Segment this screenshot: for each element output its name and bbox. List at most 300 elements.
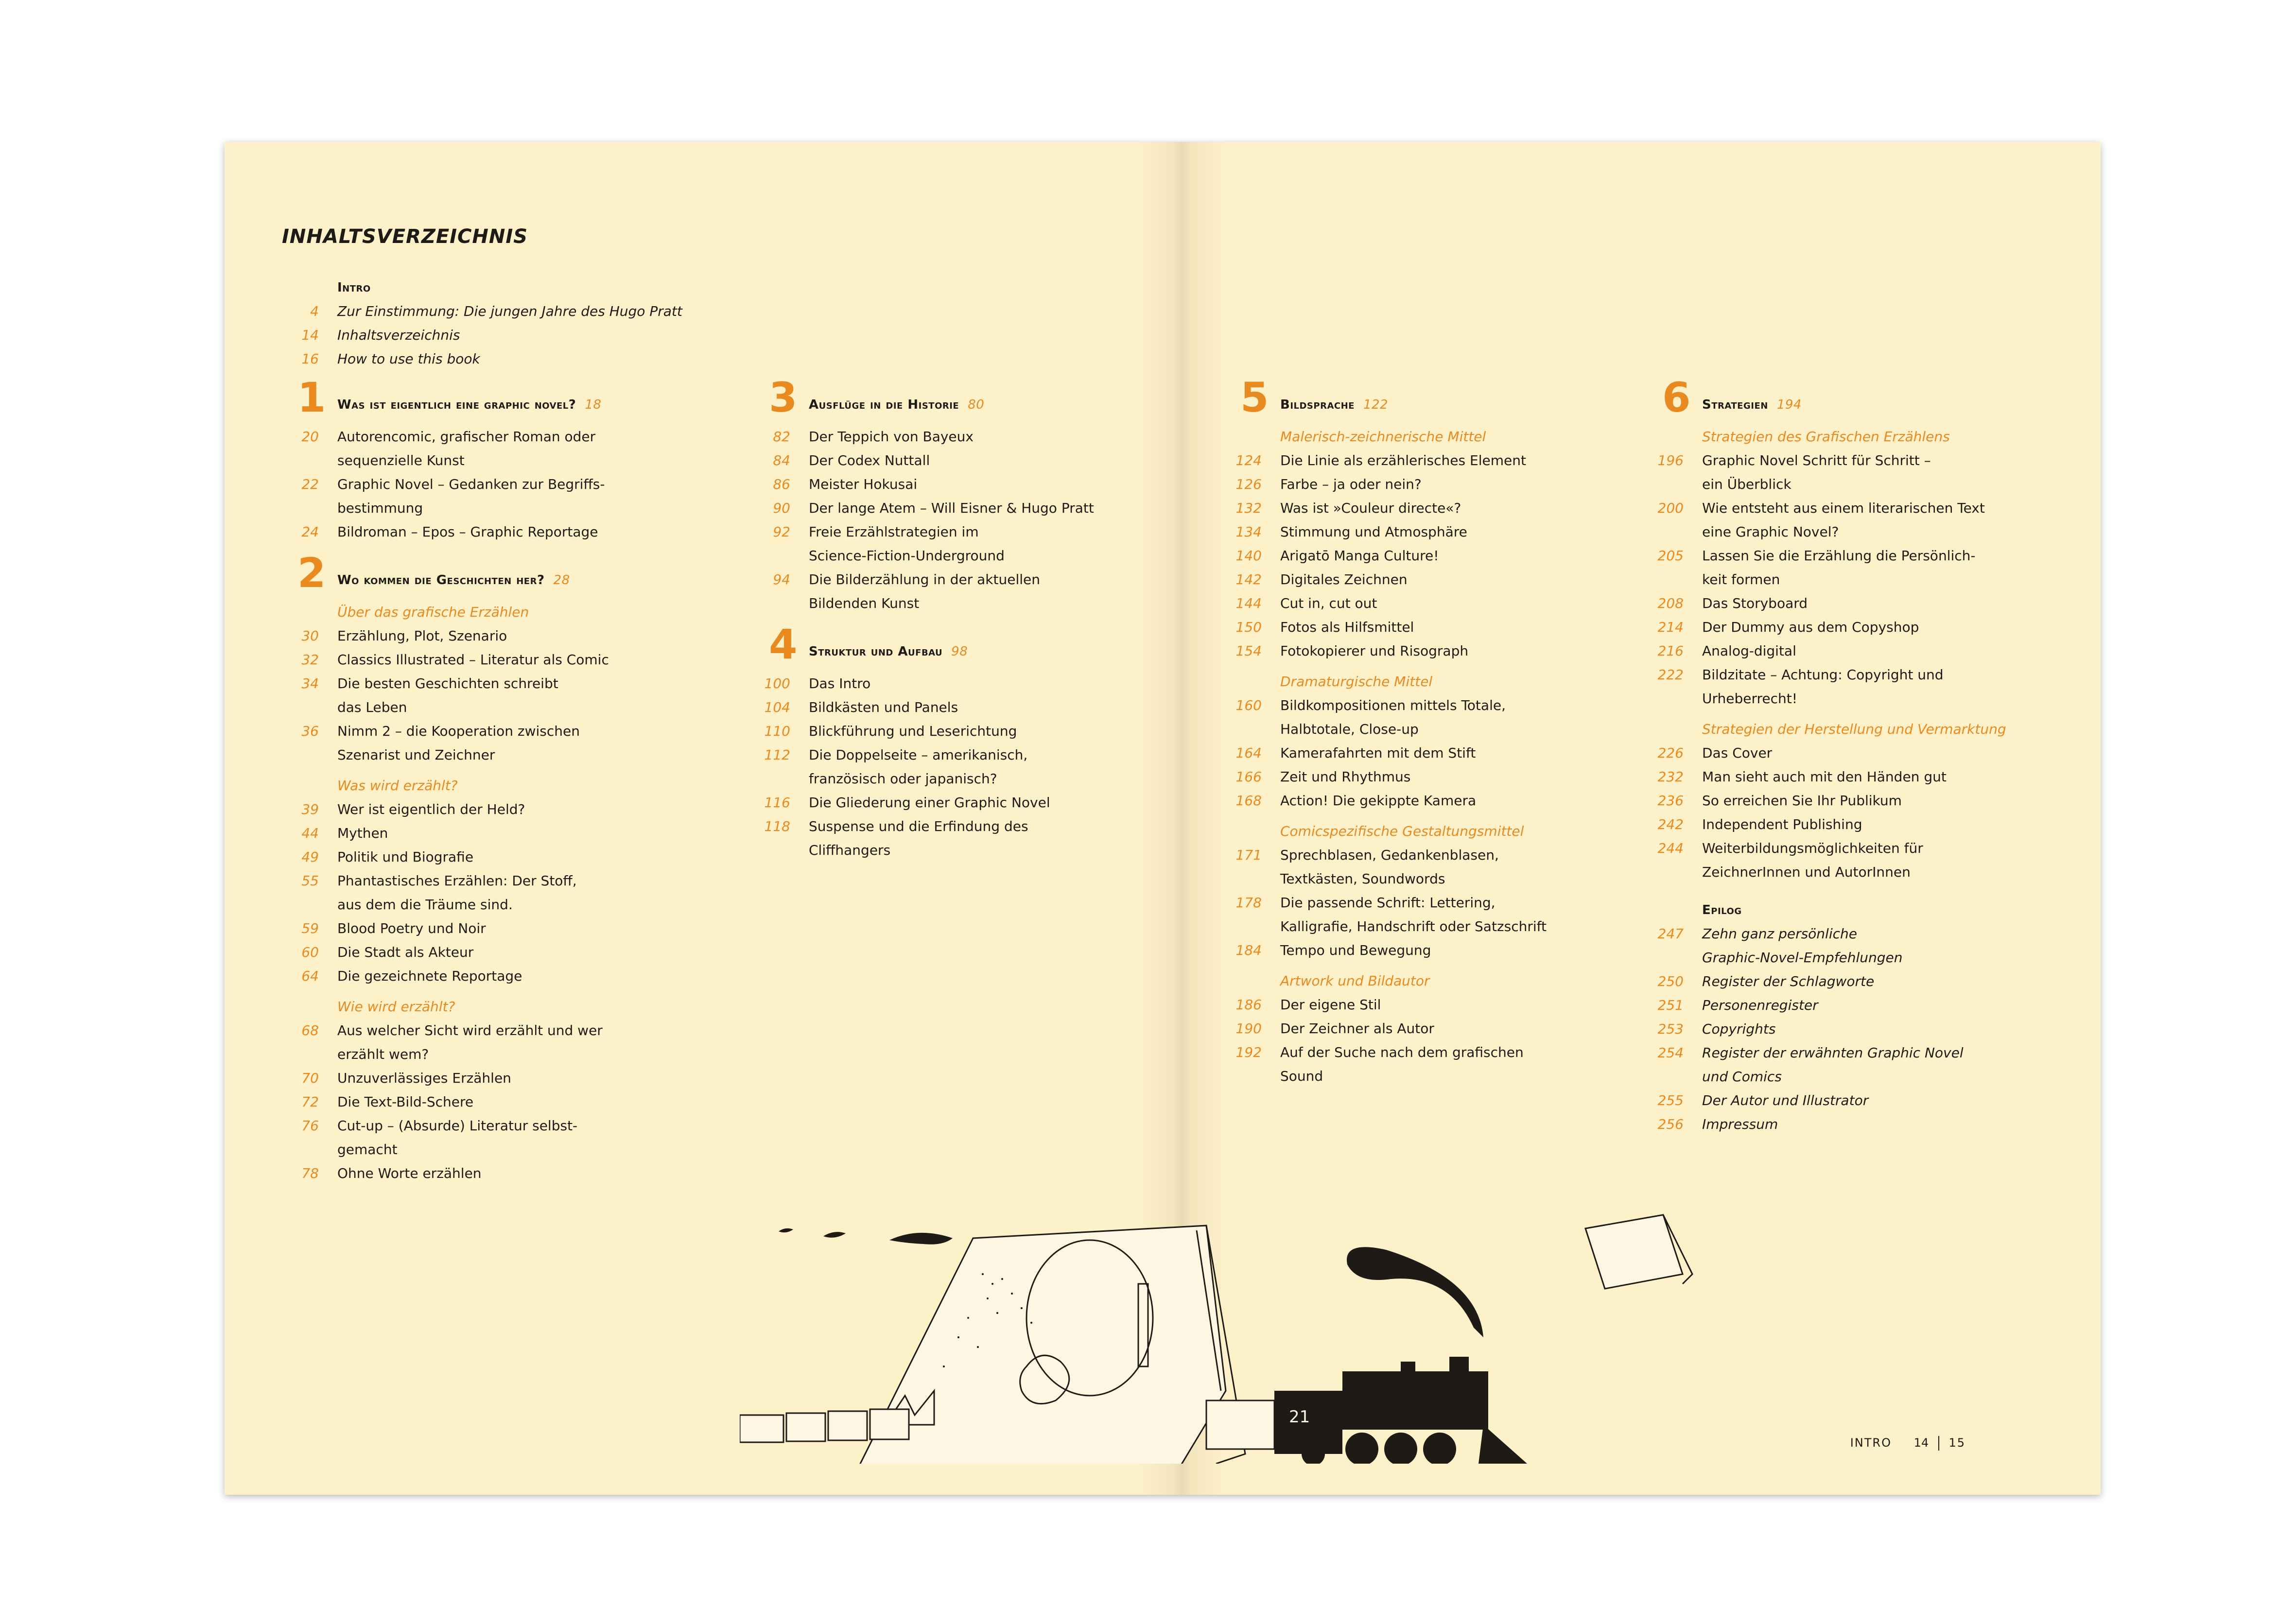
toc-entry-text: Tempo und Bewegung [1280, 942, 1431, 958]
toc-entry [301, 916, 736, 940]
toc-entry-text: Register der erwähnten Graphic Novel [1702, 1045, 1964, 1061]
toc-entry [301, 425, 736, 472]
toc-entry-page: 171 [1235, 847, 1262, 863]
toc-entry-page: 22 [301, 476, 319, 492]
chapter-title [809, 397, 984, 412]
toc-entry [764, 743, 1207, 791]
toc-entry [1657, 1017, 2071, 1041]
toc-entry-text: Farbe – ja oder nein? [1280, 476, 1422, 492]
toc-entry-page: 20 [301, 429, 319, 445]
toc-entry [1235, 938, 1679, 962]
toc-entry [1657, 765, 2071, 789]
toc-entry [1235, 472, 1679, 496]
toc-entry-page: 251 [1657, 997, 1684, 1013]
toc-entry-text: Der Teppich von Bayeux [809, 429, 974, 445]
toc-entry [764, 791, 1207, 814]
toc-entry-page: 196 [1657, 452, 1684, 468]
toc-entry-text: Die passende Schrift: Lettering, [1280, 895, 1496, 911]
toc-entry-text: Der Codex Nuttall [809, 452, 930, 468]
toc-entry-text: Phantastisches Erzählen: Der Stoff, [337, 873, 577, 889]
chapter-1 [297, 374, 736, 544]
train-and-books-illustration [740, 1162, 1731, 1464]
toc-entry-page: 110 [764, 723, 790, 739]
toc-entry [1657, 922, 2071, 969]
toc-entry [1657, 1112, 2071, 1136]
toc-entry [773, 568, 1207, 615]
toc-entry-text: Kamerafahrten mit dem Stift [1280, 745, 1476, 761]
toc-entry [764, 719, 1207, 743]
toc-entry-text: Bildenden Kunst [809, 595, 920, 611]
toc-entry-text: das Leben [337, 699, 407, 715]
toc-entry-text: Auf der Suche nach dem grafischen [1280, 1044, 1524, 1060]
toc-entry-text: französisch oder japanisch? [809, 771, 997, 787]
toc-entry-text: Die gezeichnete Reportage [337, 968, 522, 984]
toc-entry-page: 150 [1235, 619, 1262, 635]
toc-entry-text: Cut in, cut out [1280, 595, 1377, 611]
toc-entry-text: Was ist »Couleur directe«? [1280, 500, 1461, 516]
chapter-page: 80 [968, 397, 985, 412]
intro-heading: Intro [337, 280, 371, 295]
toc-entry-text: Halbtotale, Close-up [1280, 721, 1419, 737]
toc-entry-page: 253 [1657, 1021, 1684, 1037]
epilog-heading: Epilog [1702, 903, 1742, 917]
toc-entry-text: Urheberrecht! [1702, 691, 1797, 707]
toc-entry-page: 222 [1657, 667, 1684, 683]
toc-entry-text: Blickführung und Leserichtung [809, 723, 1017, 739]
toc-entry [1235, 891, 1679, 938]
toc-entry-page: 70 [301, 1070, 319, 1086]
toc-entry-text: Fotokopierer und Risograph [1280, 643, 1469, 659]
chapter-page: 98 [951, 644, 968, 659]
toc-entry [301, 1161, 736, 1185]
toc-entry-page: 59 [301, 920, 319, 936]
toc-entry-text: Man sieht auch mit den Händen gut [1702, 769, 1947, 785]
toc-entry-text: Sprechblasen, Gedankenblasen, [1280, 847, 1499, 863]
toc-entry-text: Ohne Worte erzählen [337, 1165, 482, 1181]
toc-entry-page: 226 [1657, 745, 1684, 761]
toc-entry-page: 90 [773, 500, 790, 516]
toc-entry-text: Der lange Atem – Will Eisner & Hugo Pratt [809, 500, 1094, 516]
toc-entry-text: Graphic Novel – Gedanken zur Begriffs- [337, 476, 605, 492]
toc-entry-page: 142 [1235, 571, 1262, 588]
column-4 [1657, 374, 2071, 1136]
toc-entry [310, 299, 726, 323]
chapter-4 [764, 621, 1207, 862]
toc-entry-text: bestimmung [337, 500, 423, 516]
toc-entry [1657, 449, 2071, 496]
toc-entry-page: 166 [1235, 769, 1262, 785]
chapter-number: 5 [1240, 374, 1269, 421]
toc-entry-text: So erreichen Sie Ihr Publikum [1702, 793, 1902, 809]
toc-entry-text: Bildzitate – Achtung: Copyright und [1702, 667, 1944, 683]
chapter-title-text: Bildsprache [1280, 397, 1355, 412]
toc-entry [1657, 969, 2071, 993]
toc-entry [1235, 789, 1679, 812]
toc-entry-text: eine Graphic Novel? [1702, 524, 1839, 540]
section-heading: Strategien des Grafischen Erzählens [1702, 429, 1950, 445]
toc-entry [1657, 812, 2071, 836]
toc-entry [301, 821, 736, 845]
motion-dash-3 [889, 1233, 953, 1244]
toc-entry-text: Der Zeichner als Autor [1280, 1020, 1434, 1037]
chapter-title [337, 397, 601, 412]
toc-entry-text: Autorencomic, grafischer Roman oder [337, 429, 596, 445]
toc-entry [1657, 663, 2071, 710]
chapter-number: 1 [297, 374, 326, 421]
toc-entry [1235, 1017, 1679, 1040]
toc-entry [1657, 1041, 2071, 1089]
toc-entry-text: Mythen [337, 825, 388, 841]
section-heading: Was wird erzählt? [337, 778, 458, 794]
toc-entry-page: 44 [301, 825, 319, 841]
folio-left-page: 14 [1913, 1436, 1929, 1450]
toc-entry-page: 232 [1657, 769, 1684, 785]
column-1 [297, 374, 736, 1185]
toc-entry-text: gemacht [337, 1141, 398, 1158]
toc-entry-page: 14 [301, 327, 319, 343]
toc-entry [1657, 789, 2071, 812]
toc-entry-text: Cliffhangers [809, 842, 891, 858]
toc-entry-page: 68 [301, 1022, 319, 1038]
toc-entry [773, 520, 1207, 568]
chapter-page: 28 [553, 573, 570, 588]
toc-entry-page: 190 [1235, 1020, 1262, 1037]
toc-entry-page: 30 [301, 628, 319, 644]
toc-entry-page: 86 [773, 476, 790, 492]
toc-entry-page: 242 [1657, 816, 1684, 832]
toc-entry-page: 60 [301, 944, 319, 960]
toc-entry-page: 164 [1235, 745, 1262, 761]
chapter-number: 4 [769, 621, 798, 668]
toc-entry-page: 184 [1235, 942, 1262, 958]
toc-entry-text: Bildkästen und Panels [809, 699, 958, 715]
toc-entry [301, 347, 726, 371]
toc-entry-page: 76 [301, 1118, 319, 1134]
toc-entry [1657, 591, 2071, 615]
toc-entry-text: Impressum [1702, 1116, 1778, 1132]
toc-entry-text: Suspense und die Erfindung des [809, 818, 1028, 834]
toc-entry [1235, 520, 1679, 544]
toc-entry-page: 256 [1657, 1116, 1684, 1132]
toc-entry-text: Bildroman – Epos – Graphic Reportage [337, 524, 598, 540]
toc-entry-text: keit formen [1702, 571, 1780, 588]
chapter-6 [1657, 374, 2071, 884]
toc-entry-text: ZeichnerInnen und AutorInnen [1702, 864, 1911, 880]
toc-entry [1235, 693, 1679, 741]
toc-entry [773, 449, 1207, 472]
toc-entry-page: 250 [1657, 973, 1684, 989]
toc-entry-text: Aus welcher Sicht wird erzählt und wer [337, 1022, 603, 1038]
toc-entry [1235, 449, 1679, 472]
toc-entry [301, 869, 736, 916]
toc-entry-page: 134 [1235, 524, 1262, 540]
toc-entry-text: Nimm 2 – die Kooperation zwischen [337, 723, 580, 739]
toc-entry [1657, 544, 2071, 591]
section-heading: Comicspezifische Gestaltungsmittel [1280, 823, 1524, 839]
toc-entry-page: 92 [773, 524, 790, 540]
chapter-title [1280, 397, 1388, 412]
chapter-number: 2 [297, 549, 326, 597]
toc-entry-text: Das Storyboard [1702, 595, 1808, 611]
toc-entry-page: 34 [301, 675, 319, 691]
toc-entry-text: Zur Einstimmung: Die jungen Jahre des Hugo Pratt [337, 303, 682, 319]
toc-entry [1657, 741, 2071, 765]
open-book-tent [856, 1226, 1245, 1464]
toc-entry-page: 116 [764, 795, 790, 811]
section-heading: Wie wird erzählt? [337, 999, 455, 1015]
page-title: INHALTSVERZEICHNIS [282, 225, 528, 248]
toc-entry-page: 214 [1657, 619, 1684, 635]
section-heading: Dramaturgische Mittel [1280, 674, 1433, 690]
toc-entry [301, 648, 736, 672]
chapter-title [809, 644, 968, 659]
toc-entry-page: 16 [301, 351, 319, 367]
toc-entry-page: 216 [1657, 643, 1684, 659]
toc-entry-text: Science-Fiction-Underground [809, 548, 1005, 564]
toc-entry-page: 39 [301, 801, 319, 817]
toc-entry-text: Kalligrafie, Handschrift oder Satzschrift [1280, 918, 1547, 934]
toc-entry [301, 1090, 736, 1114]
toc-entry-text: aus dem die Träume sind. [337, 897, 513, 913]
toc-entry-page: 205 [1657, 548, 1684, 564]
toc-entry-text: Das Cover [1702, 745, 1773, 761]
toc-entry-text: Sound [1280, 1068, 1323, 1084]
toc-entry-page: 144 [1235, 595, 1262, 611]
toc-entry-text: Weiterbildungsmöglichkeiten für [1702, 840, 1923, 856]
toc-entry [764, 814, 1207, 862]
toc-entry-text: Zehn ganz persönliche [1702, 926, 1857, 942]
locomotive [1274, 1357, 1527, 1464]
chapter-5 [1235, 374, 1679, 1088]
toc-entry-text: Action! Die gekippte Kamera [1280, 793, 1477, 809]
chapter-page: 122 [1363, 397, 1389, 412]
toc-entry [1657, 615, 2071, 639]
toc-entry-text: Der Dummy aus dem Copyshop [1702, 619, 1919, 635]
chapter-title-text: Was ist eigentlich eine graphic novel? [337, 397, 576, 412]
toc-entry [1235, 615, 1679, 639]
toc-entry [301, 940, 736, 964]
toc-entry-page: 186 [1235, 997, 1262, 1013]
toc-entry [1235, 544, 1679, 568]
epilog-entries [1657, 922, 2071, 1136]
toc-entry-text: Fotos als Hilfsmittel [1280, 619, 1414, 635]
toc-entry-text: Die Doppelseite – amerikanisch, [809, 747, 1028, 763]
toc-entry-page: 132 [1235, 500, 1262, 516]
toc-entry-page: 72 [301, 1094, 319, 1110]
toc-entry [301, 719, 736, 767]
section-heading: Über das grafische Erzählen [337, 604, 529, 620]
toc-entry-text: ein Überblick [1702, 476, 1792, 492]
chapter-title-text: Struktur und Aufbau [809, 644, 943, 659]
toc-entry [764, 695, 1207, 719]
toc-entry-text: Die Linie als erzählerisches Element [1280, 452, 1526, 468]
toc-entry-text: Arigatō Manga Culture! [1280, 548, 1439, 564]
toc-entry [1657, 836, 2071, 884]
toc-entry [301, 520, 736, 544]
toc-entry-page: 49 [301, 849, 319, 865]
toc-entry-page: 82 [773, 429, 790, 445]
folio-section: INTRO [1850, 1436, 1892, 1450]
toc-entry [764, 672, 1207, 695]
small-book-tent [1585, 1215, 1692, 1289]
toc-entry [301, 845, 736, 869]
toc-entry-page: 24 [301, 524, 319, 540]
toc-entry-text: sequenzielle Kunst [337, 452, 465, 468]
section-heading: Malerisch-zeichnerische Mittel [1280, 429, 1486, 445]
chapter-heading [1662, 374, 2071, 424]
toc-entry-text: Das Intro [809, 675, 871, 691]
toc-entry-text: erzählt wem? [337, 1046, 429, 1062]
toc-entry [1235, 1040, 1679, 1088]
toc-entry-text: Unzuverlässiges Erzählen [337, 1070, 511, 1086]
toc-entry-text: Independent Publishing [1702, 816, 1862, 832]
chapter-title [1702, 397, 1802, 412]
toc-entry [301, 624, 736, 648]
toc-entry-text: Die Bilderzählung in der aktuellen [809, 571, 1040, 588]
page-folio [1850, 1436, 1966, 1451]
toc-entry [1235, 843, 1679, 891]
toc-entry-page: 64 [301, 968, 319, 984]
chapter-title-text: Strategien [1702, 397, 1768, 412]
chapter-title-text: Ausflüge in die Historie [809, 397, 959, 412]
chapter-title-text: Wo kommen die Geschichten her? [337, 573, 545, 588]
toc-entry [1235, 639, 1679, 663]
toc-entry [301, 797, 736, 821]
toc-entry-text: Lassen Sie die Erzählung die Persönlich- [1702, 548, 1976, 564]
toc-entry-text: Politik und Biografie [337, 849, 474, 865]
toc-entry-text: How to use this book [337, 351, 480, 367]
toc-entry-text: Classics Illustrated – Literatur als Comic [337, 652, 609, 668]
toc-entry-page: 244 [1657, 840, 1684, 856]
chapter-heading [769, 621, 1207, 671]
motion-dash-2 [823, 1232, 846, 1238]
toc-entry [1235, 496, 1679, 520]
chapter-heading [297, 374, 736, 424]
toc-entry-text: Register der Schlagworte [1702, 973, 1875, 989]
toc-entry [301, 323, 726, 347]
toc-entry-page: 154 [1235, 643, 1262, 659]
toc-entry-text: Die Stadt als Akteur [337, 944, 474, 960]
toc-entry [773, 472, 1207, 496]
toc-entry [1235, 993, 1679, 1017]
toc-entry [301, 1019, 736, 1066]
folio-divider [1938, 1436, 1939, 1451]
toc-entry-page: 247 [1657, 926, 1684, 942]
toc-entry [1657, 639, 2071, 663]
toc-entry [1657, 1089, 2071, 1112]
toc-entry-text: Inhaltsverzeichnis [337, 327, 460, 343]
toc-entry-page: 55 [301, 873, 319, 889]
toc-entry-page: 124 [1235, 452, 1262, 468]
toc-entry-page: 255 [1657, 1092, 1684, 1108]
toc-entry-page: 4 [310, 303, 319, 319]
toc-entry [1235, 765, 1679, 789]
toc-entry-page: 200 [1657, 500, 1684, 516]
column-3 [1235, 374, 1679, 1088]
toc-entry-text: Bildkompositionen mittels Totale, [1280, 697, 1506, 713]
chapter-3 [769, 374, 1207, 615]
toc-entry-page: 160 [1235, 697, 1262, 713]
toc-entry-page: 192 [1235, 1044, 1262, 1060]
toc-entry-page: 236 [1657, 793, 1684, 809]
toc-entry-text: Blood Poetry und Noir [337, 920, 486, 936]
intro-block [301, 276, 726, 371]
toc-entry-text: Wie entsteht aus einem literarischen Text [1702, 500, 1985, 516]
chapter-heading [769, 374, 1207, 424]
toc-entry [301, 672, 736, 719]
toc-entry-page: 84 [773, 452, 790, 468]
toc-entry-text: Erzählung, Plot, Szenario [337, 628, 507, 644]
toc-entry-text: Analog-digital [1702, 643, 1796, 659]
chapter-title [337, 573, 570, 588]
toc-entry-text: Copyrights [1702, 1021, 1776, 1037]
toc-entry [301, 1066, 736, 1090]
book-spread [225, 142, 2101, 1495]
toc-entry [773, 425, 1207, 449]
chapter-page: 194 [1776, 397, 1802, 412]
toc-entry [1235, 591, 1679, 615]
toc-entry-text: Digitales Zeichnen [1280, 571, 1408, 588]
toc-entry [301, 1114, 736, 1161]
motion-dash-1 [779, 1228, 793, 1233]
chapter-heading [297, 549, 736, 599]
chapter-number: 3 [769, 374, 798, 421]
toc-entry-text: Wer ist eigentlich der Held? [337, 801, 525, 817]
toc-entry-page: 168 [1235, 793, 1262, 809]
toc-entry-text: Cut-up – (Absurde) Literatur selbst- [337, 1118, 578, 1134]
toc-entry-text: und Comics [1702, 1069, 1782, 1085]
intro-entries [301, 299, 726, 371]
chapter-2 [297, 549, 736, 1185]
toc-entry-page: 112 [764, 747, 790, 763]
toc-entry [1657, 496, 2071, 544]
toc-entry-text: Der eigene Stil [1280, 997, 1381, 1013]
toc-entry-text: Stimmung und Atmosphäre [1280, 524, 1467, 540]
toc-entry-text: Meister Hokusai [809, 476, 918, 492]
toc-entry-page: 126 [1235, 476, 1262, 492]
toc-entry [773, 496, 1207, 520]
toc-entry-text: Die Gliederung einer Graphic Novel [809, 795, 1050, 811]
toc-entry-text: Der Autor und Illustrator [1702, 1092, 1869, 1108]
toc-entry-text: Graphic Novel Schritt für Schritt – [1702, 452, 1931, 468]
toc-entry-page: 32 [301, 652, 319, 668]
toc-entry-page: 254 [1657, 1045, 1684, 1061]
chapter-number: 6 [1662, 374, 1691, 421]
toc-entry [1657, 993, 2071, 1017]
toc-entry-page: 94 [773, 571, 790, 588]
toc-entry-page: 100 [764, 675, 790, 691]
toc-entry [1235, 568, 1679, 591]
smoke-plume [1347, 1247, 1483, 1337]
chapter-heading [1240, 374, 1679, 424]
chapter-page: 18 [585, 397, 602, 412]
toc-entry-page: 104 [764, 699, 790, 715]
toc-entry-text: Die Text-Bild-Schere [337, 1094, 474, 1110]
folio-right-page: 15 [1948, 1436, 1966, 1450]
toc-entry-page: 118 [764, 818, 790, 834]
section-heading: Strategien der Herstellung und Vermarktung [1702, 721, 2006, 737]
column-2 [764, 374, 1207, 862]
section-heading: Artwork und Bildautor [1280, 973, 1430, 989]
toc-entry [301, 964, 736, 988]
toc-entry-text: Die besten Geschichten schreibt [337, 675, 558, 691]
toc-entry-text: Graphic-Novel-Empfehlungen [1702, 950, 1903, 966]
toc-entry [1235, 741, 1679, 765]
toc-entry-page: 140 [1235, 548, 1262, 564]
toc-entry-page: 78 [301, 1165, 319, 1181]
toc-entry-text: Zeit und Rhythmus [1280, 769, 1411, 785]
toc-entry-page: 178 [1235, 895, 1262, 911]
